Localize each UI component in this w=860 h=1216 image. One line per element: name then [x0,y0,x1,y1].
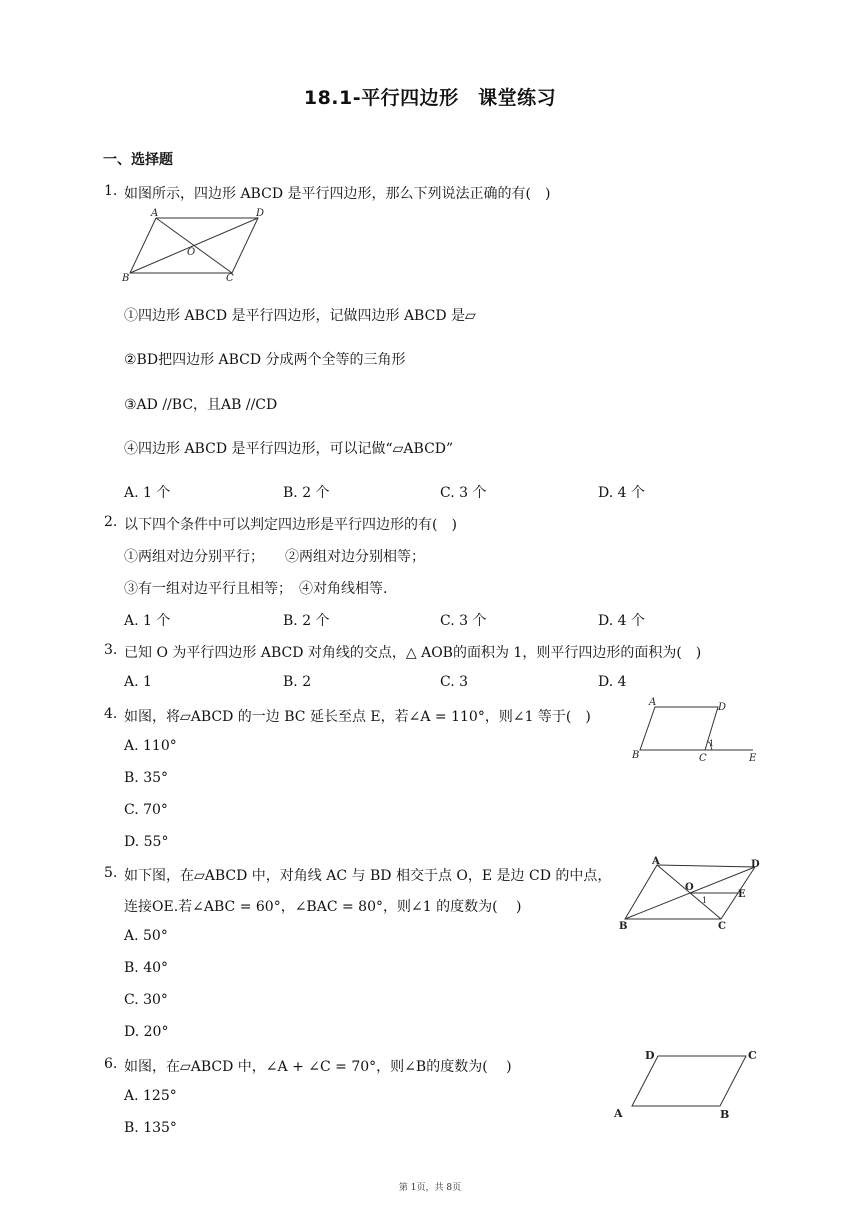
question-text: 如图，将▱ABCD 的一边 BC 延长至点 E，若∠A = 110°，则∠1 等于( ) [124,709,591,725]
figure-q4-parallelogram [628,695,768,770]
fig-label: C [718,921,726,932]
option-d: D. 4 个 [598,485,645,501]
option-c: C. 30° [124,992,168,1008]
option-a: A. 110° [124,738,177,754]
option-a: A. 1 个 [124,485,171,501]
option-b: B. 2 个 [283,485,330,501]
figure-q5-parallelogram [615,853,765,935]
fig-label: E [749,753,757,764]
option-d: D. 4 个 [598,613,645,629]
question-number: 6. [104,1056,118,1072]
fig-label: 1 [709,739,715,748]
statement: ④四边形 ABCD 是平行四边形，可以记做“▱ABCD” [124,441,454,457]
option-a: A. 1 [124,674,152,690]
section-heading: 一、选择题 [103,152,173,168]
option-d: D. 55° [124,834,169,850]
option-c: C. 3 个 [440,485,487,501]
option-d: D. 20° [124,1024,169,1040]
option-c: C. 70° [124,802,168,818]
fig-label: D [718,702,727,713]
question-text: 如图所示，四边形 ABCD 是平行四边形，那么下列说法正确的有( ) [124,186,551,202]
figure-q6-parallelogram [610,1042,770,1127]
option-b: B. 40° [124,960,169,976]
fig-label: O [187,247,196,258]
option-a: A. 1 个 [124,613,171,629]
option-c: C. 3 [440,674,469,690]
question-number: 2. [104,514,118,530]
fig-label: D [751,859,760,870]
fig-label: C [226,273,234,284]
statement: ②BD把四边形 ABCD 分成两个全等的三角形 [124,352,406,368]
fig-label: C [699,753,707,764]
question-text: 已知 O 为平行四边形 ABCD 对角线的交点，△ AOB的面积为 1，则平行四边形的面积为( ) [124,645,702,661]
fig-label: D [645,1049,655,1062]
option-c: C. 3 个 [440,613,487,629]
figure-q1-parallelogram [118,205,278,285]
question-text-continued: 连接OE.若∠ABC = 60°，∠BAC = 80°，则∠1 的度数为( ) [124,899,522,915]
option-b: B. 2 个 [283,613,330,629]
fig-label: B [720,1108,730,1121]
option-b: B. 2 [283,674,312,690]
option-b: B. 35° [124,770,169,786]
question-number: 1. [104,183,118,199]
fig-label: A [614,1107,623,1120]
option-b: B. 135° [124,1120,177,1136]
fig-label: C [748,1049,757,1062]
fig-label: 1 [702,896,708,905]
statement: ①四边形 ABCD 是平行四边形，记做四边形 ABCD 是▱ [124,308,476,324]
question-number: 3. [104,642,118,658]
question-text: 如下图，在▱ABCD 中，对角线 AC 与 BD 相交于点 O，E 是边 CD 的中点， [124,868,612,884]
page-title: 18.1-平行四边形 课堂练习 [303,87,557,109]
question-text: 以下四个条件中可以判定四边形是平行四边形的有( ) [124,517,457,533]
fig-label: A [652,856,660,867]
question-number: 4. [104,706,118,722]
condition-line: ③有一组对边平行且相等； ④对角线相等. [124,581,388,597]
fig-label: O [685,882,694,893]
fig-label: A [649,697,657,708]
fig-label: B [122,273,130,284]
question-number: 5. [104,865,118,881]
fig-label: B [619,921,628,932]
fig-label: B [632,750,640,761]
fig-label: A [151,208,159,219]
question-text: 如图，在▱ABCD 中，∠A + ∠C = 70°，则∠B的度数为( ) [124,1059,512,1075]
statement: ③AD //BC，且AB //CD [124,397,278,413]
fig-label: D [256,208,265,219]
option-a: A. 125° [124,1088,177,1104]
option-a: A. 50° [124,928,168,944]
option-d: D. 4 [598,674,627,690]
page-footer: 第 1页，共 8页 [398,1183,462,1193]
fig-label: E [738,889,746,900]
condition-line: ①两组对边分别平行； ②两组对边分别相等； [124,549,425,565]
